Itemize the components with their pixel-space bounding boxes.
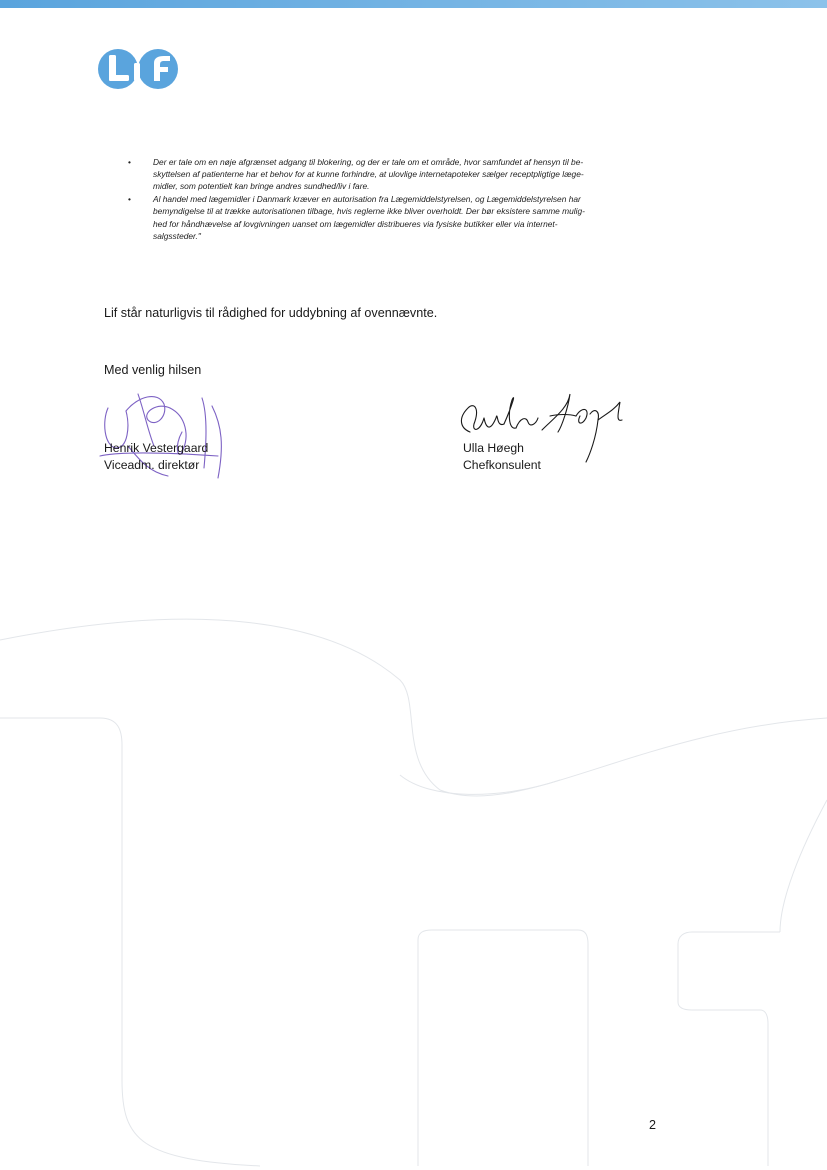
bullet-line: hed for håndhævelse af lovgivningen uanset om lægemidler distribueres via fysiske butikker eller via internet- — [153, 218, 558, 229]
signer-name: Ulla Høegh — [463, 441, 524, 455]
bullet-list — [118, 156, 718, 242]
bullet-line: Der er tale om en nøje afgrænset adgang til blokering, og der er tale om et område, hvor samfundet af hensyn til be- — [153, 157, 584, 167]
signer-title: Viceadm. direktør — [104, 458, 200, 472]
bullet-item — [118, 193, 718, 242]
bullet-line: salgssteder." — [153, 230, 201, 241]
page-number: 2 — [649, 1118, 657, 1132]
bullet-item — [118, 156, 718, 193]
signer-block — [104, 440, 208, 474]
bullet-line: bemyndigelse til at trække autorisationen tilbage, hvis reglerne ikke bliver overholdt. Der bør eksistere samme mulig- — [153, 206, 585, 217]
body-paragraph: Lif står naturligvis til rådighed for uddybning af ovennævnte. — [104, 306, 438, 320]
top-accent-bar — [0, 0, 827, 8]
bullet-glyph: • — [128, 157, 131, 167]
bullet-glyph: • — [128, 194, 131, 205]
signer-name: Henrik Vestergaard — [104, 441, 209, 455]
signer-block — [463, 440, 541, 474]
bullet-line: Al handel med lægemidler i Danmark kræver en autorisation fra Lægemiddelstyrelsen, og Lægemiddelstyrelsen har — [153, 194, 581, 205]
bullet-line: skyttelsen af patienterne har et behov for at kunne forhindre, at ulovlige internetapoteker sælger receptpligtige læge- — [153, 169, 584, 180]
bullet-line: midler, som potentielt kan bringe andres sundhed/liv i fare. — [153, 181, 370, 192]
closing-salutation: Med venlig hilsen — [104, 363, 202, 377]
lif-logo — [96, 47, 186, 91]
signer-title: Chefkonsulent — [463, 458, 541, 472]
